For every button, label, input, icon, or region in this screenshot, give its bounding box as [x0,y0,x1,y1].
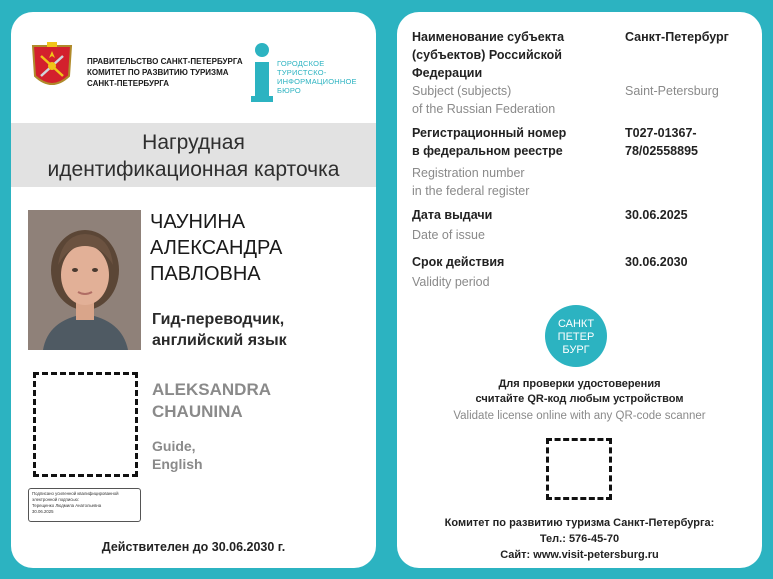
committee-contacts [397,515,762,563]
city-line: САНКТ-ПЕТЕРБУРГА [87,79,170,88]
signatory-name: Терещенко Людмила Анатольевна [32,503,102,508]
signature-box [28,488,141,522]
committee-name: Комитет по развитию туризма Санкт-Петербурга: [444,517,715,529]
patronymic-ru: ПАВЛОВНА [150,263,261,285]
language-en-line: English [152,456,203,472]
validity-label-en: Validity period [412,275,490,289]
card-title-line: Нагрудная [142,131,245,154]
given-name-en: ALEKSANDRA [152,380,271,399]
info-bureau-line: ИНФОРМАЦИОННОЕ [277,77,357,86]
signature-line: Подписано усиленной квалифицированной [32,491,119,496]
subject-label-line: (субъектов) Российской [412,48,562,62]
registration-label-en-line: Registration number [412,166,525,180]
info-bureau-label [277,59,357,95]
issue-date: 30.06.2025 [625,208,688,222]
signature-date: 30.06.2025 [32,509,54,514]
registration-label-en-line: in the federal register [412,184,530,198]
subject-label-en [412,82,555,118]
issue-label-ru: Дата выдачи [412,208,493,222]
validity-label-ru: Срок действия [412,255,505,269]
validity-date: 30.06.2030 [625,255,688,269]
subject-value-ru: Санкт-Петербург [625,30,729,44]
signature-line: электронной подписью: [32,497,80,502]
verify-line: Для проверки удостоверения [498,378,661,390]
info-bureau-line: ТУРИСТСКО- [277,68,327,77]
subject-label-en-line: Subject (subjects) [412,84,512,98]
card-title-line: идентификационная карточка [47,158,340,181]
info-bureau-line: БЮРО [277,86,301,95]
government-line: ПРАВИТЕЛЬСТВО САНКТ-ПЕТЕРБУРГА [87,57,243,66]
verify-line: считайте QR-код любым устройством [475,393,684,405]
subject-value-en: Saint-Petersburg [625,84,719,98]
committee-website[interactable]: Сайт: www.visit-petersburg.ru [500,549,659,561]
spb-logo-line: ПЕТЕР [557,331,595,343]
registration-number-line: 78/02558895 [625,144,698,158]
registration-label-ru [412,124,566,160]
verify-instructions-en: Validate license online with any QR-code scanner [453,410,706,422]
registration-label-line: Регистрационный номер [412,126,567,140]
subject-label-en-line: of the Russian Federation [412,102,556,116]
spb-logo-line: САНКТ [557,318,595,330]
subject-label-line: Федерации [412,66,483,80]
issue-label-en: Date of issue [412,228,485,242]
surname-ru: ЧАУНИНА [150,211,246,233]
saint-petersburg-logo [545,305,607,367]
info-i-icon [251,42,273,104]
surname-en: CHAUNINA [152,402,243,421]
verify-instructions-ru [397,377,762,407]
role-en-line: Guide, [152,438,196,454]
registration-label-line: в федеральном реестре [412,144,563,158]
holder-name-en [152,379,271,423]
holder-photo [28,210,141,350]
info-bureau-line: ГОРОДСКОЕ [277,59,325,68]
spb-logo-line: БУРГ [562,344,590,356]
holder-name-ru [150,209,282,287]
given-name-ru: АЛЕКСАНДРА [150,237,283,259]
back-card [397,12,762,568]
holder-role-ru [152,309,287,351]
registration-number-line: T027-01367- [625,126,697,140]
front-card [11,12,376,568]
role-ru-line: Гид-переводчик, [152,311,285,328]
subject-label-line: Наименование субъекта [412,30,565,44]
registration-number [625,124,698,160]
coat-of-arms-icon [29,42,75,94]
government-header [87,56,243,89]
subject-label-ru [412,28,564,82]
card-title [11,123,376,187]
valid-until: Действителен до 30.06.2030 г. [101,540,286,554]
language-ru-line: английский язык [152,332,287,349]
committee-phone: Тел.: 576-45-70 [539,533,620,545]
qr-code-icon[interactable] [546,438,612,500]
registration-label-en [412,164,529,200]
qr-code-icon[interactable] [33,372,138,477]
holder-role-en [152,437,203,473]
committee-line: КОМИТЕТ ПО РАЗВИТИЮ ТУРИЗМА [87,68,229,77]
